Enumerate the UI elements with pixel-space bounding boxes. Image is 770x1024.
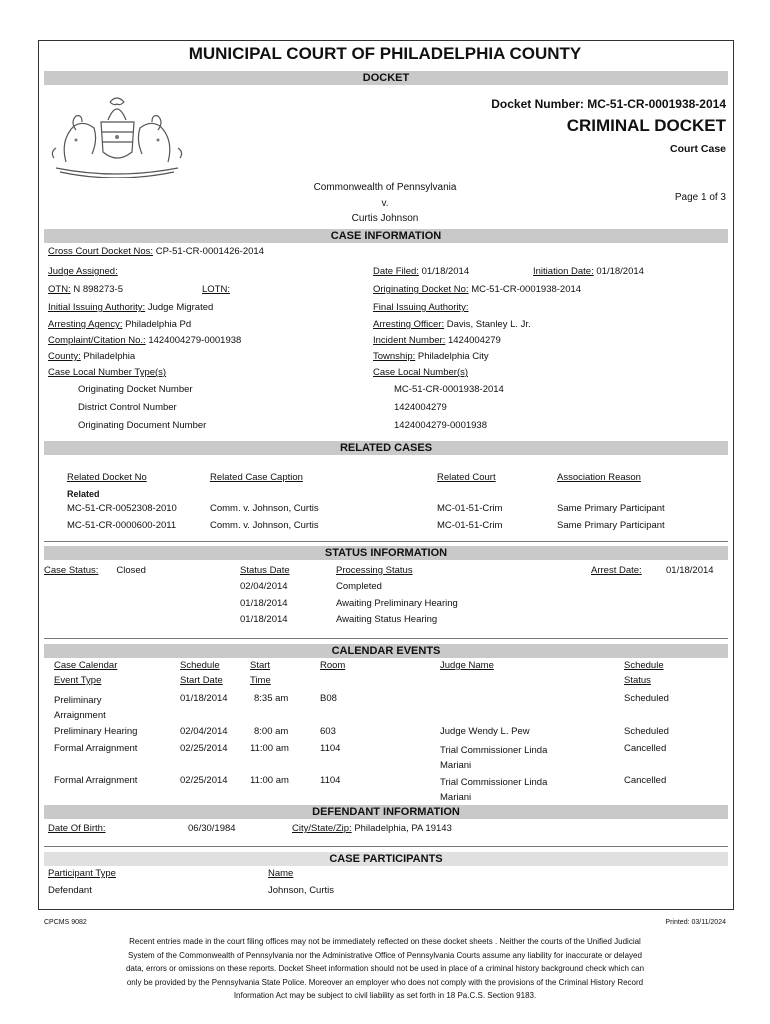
county-value: Philadelphia [83,351,136,362]
event-status: Cancelled [624,775,667,786]
event-status: Cancelled [624,743,667,754]
lotn-label: LOTN: [202,284,230,295]
dob-label: Date Of Birth: [48,823,106,834]
docket-number: Docket Number: MC-51-CR-0001938-2014 [491,97,726,111]
arresting-agency-value: Philadelphia Pd [125,319,192,330]
status-info-bar: STATUS INFORMATION [44,546,728,560]
participant-name-header: Name [268,868,294,879]
otn-label: OTN: [48,284,71,295]
event-room: 1104 [320,775,341,786]
event-room: 603 [320,726,336,737]
start-date-header: Start Date [180,675,223,686]
event-judge: Mariani [440,792,472,803]
divider [44,638,728,639]
incident-number-label: Incident Number: [373,335,446,346]
schedule-status-header: Schedule [624,660,664,671]
docket-type: CRIMINAL DOCKET [566,116,726,135]
defendant-info-bar: DEFENDANT INFORMATION [44,805,728,819]
association-reason: Same Primary Participant [557,503,665,514]
arrest-date-value: 01/18/2014 [666,565,714,576]
event-status: Scheduled [624,726,669,737]
schedule-status-header: Status [624,675,651,686]
event-judge: Trial Commissioner Linda [440,777,548,788]
event-type: Preliminary [54,695,102,706]
local-number: MC-51-CR-0001938-2014 [394,384,504,395]
related-docket: MC-51-CR-0000600-2011 [67,520,177,531]
event-time: 11:00 am [250,743,289,754]
divider [44,541,728,542]
event-date: 01/18/2014 [180,693,228,704]
local-number-type-header: Case Local Number Type(s) [48,367,167,378]
event-room: B08 [320,693,337,704]
caption-versus: v. [381,198,389,209]
start-date-header: Schedule [180,660,220,671]
status-date: 01/18/2014 [240,598,288,609]
event-time: 8:00 am [254,726,289,737]
initiation-date-label: Initiation Date: [533,266,594,277]
city-state-zip-label: City/State/Zip: [292,823,352,834]
otn-value: N 898273-5 [73,284,123,295]
event-type-header: Case Calendar [54,660,118,671]
local-number-header: Case Local Number(s) [373,367,469,378]
dob-value: 06/30/1984 [188,823,236,834]
event-type: Formal Arraignment [54,743,138,754]
event-date: 02/04/2014 [180,726,228,737]
processing-status: Awaiting Status Hearing [336,614,438,625]
judge-name-header: Judge Name [440,660,494,671]
processing-status: Completed [336,581,382,592]
related-cases-bar: RELATED CASES [44,441,728,455]
event-date: 02/25/2014 [180,743,228,754]
case-status-value: Closed [116,565,146,576]
printed-date: Printed: 03/11/2024 [665,919,726,926]
processing-status: Awaiting Preliminary Hearing [336,598,458,609]
disclaimer-line: System of the Commonwealth of Pennsylvania nor the Administrative Office of Pennsylvania Courts assume any liability for inaccurate or delayed [128,950,642,960]
city-state-zip-value: Philadelphia, PA 19143 [354,823,452,834]
complaint-label: Complaint/Citation No.: [48,335,146,346]
event-judge: Mariani [440,760,472,771]
related-caption: Comm. v. Johnson, Curtis [210,520,319,531]
cross-court-value: CP-51-CR-0001426-2014 [155,246,264,257]
docket-bar: DOCKET [44,71,728,85]
event-time: 11:00 am [250,775,289,786]
date-filed-value: 01/18/2014 [421,266,470,277]
disclaimer-line: only be provided by the Pennsylvania State Police. Moreover an employer who does not comply with the provisions of the Criminal History Record [126,977,644,987]
date-filed-label: Date Filed: [373,266,419,277]
event-type: Formal Arraignment [54,775,138,786]
page-number: Page 1 of 3 [674,192,726,203]
case-status-label: Case Status: [44,565,99,576]
room-header: Room [320,660,346,671]
local-number-type: Originating Document Number [78,420,207,431]
event-judge: Judge Wendy L. Pew [440,726,530,737]
related-caption: Comm. v. Johnson, Curtis [210,503,319,514]
participant-type: Defendant [48,885,92,896]
event-type-header: Event Type [54,675,102,686]
pennsylvania-seal [46,92,188,178]
participant-name: Johnson, Curtis [268,885,335,896]
incident-number-value: 1424004279 [447,335,501,346]
arresting-agency-label: Arresting Agency: [48,319,123,330]
disclaimer-line: Recent entries made in the court filing offices may not be immediately reflected on these docket sheets . Neither the courts of the Unified Judicial [129,937,641,946]
association-reason: Same Primary Participant [557,520,665,531]
complaint-value: 1424004279-0001938 [148,335,242,346]
disclaimer-line: Information Act may be subject to civil liability as set forth in 18 Pa.C.S. Section 9183. [233,991,537,1000]
cross-court-label: Cross Court Docket Nos: [48,246,154,257]
association-reason-header: Association Reason [557,472,641,483]
disclaimer [60,935,710,1003]
event-type: Preliminary Hearing [54,726,138,737]
county-label: County: [48,351,81,362]
start-time-header: Start [250,660,271,671]
start-time-header: Time [250,675,271,686]
initiation-date-value: 01/18/2014 [596,266,644,277]
case-kind: Court Case [669,143,726,155]
calendar-events-bar: CALENDAR EVENTS [44,644,728,658]
related-court: MC-01-51-Crim [437,520,503,531]
local-number: 1424004279 [394,402,447,413]
related-court-header: Related Court [437,472,496,483]
arresting-officer-label: Arresting Officer: [373,319,445,330]
related-caption-header: Related Case Caption [210,472,303,483]
form-number: CPCMS 9082 [44,919,87,926]
status-date-header: Status Date [240,565,290,576]
processing-status-header: Processing Status [336,565,413,576]
event-date: 02/25/2014 [180,775,228,786]
disclaimer-line: data, errors or omissions on these reports. Docket Sheet information should not be used in place of a criminal history background check which can [125,964,645,973]
status-date: 01/18/2014 [240,614,288,625]
caption-plaintiff: Commonwealth of Pennsylvania [313,182,457,193]
court-title: MUNICIPAL COURT OF PHILADELPHIA COUNTY [188,44,582,63]
case-participants-bar: CASE PARTICIPANTS [44,852,728,866]
local-number-type: Originating Docket Number [78,384,193,395]
event-room: 1104 [320,743,341,754]
status-date: 02/04/2014 [240,581,288,592]
final-issuing-label: Final Issuing Authority: [373,302,469,313]
related-docket: MC-51-CR-0052308-2010 [67,503,177,514]
local-number-type: District Control Number [78,402,177,413]
arresting-officer-value: Davis, Stanley L. Jr. [446,319,531,330]
related-group-label: Related [67,489,100,499]
case-info-bar: CASE INFORMATION [44,229,728,243]
initial-issuing-label: Initial Issuing Authority: [48,302,146,313]
arrest-date-label: Arrest Date: [591,565,642,576]
related-docket-header: Related Docket No [67,472,147,483]
originating-docket-label: Originating Docket No: [373,284,469,295]
related-court: MC-01-51-Crim [437,503,503,514]
caption-defendant: Curtis Johnson [351,213,419,224]
local-number: 1424004279-0001938 [394,420,487,431]
initial-issuing-value: Judge Migrated [147,302,214,313]
judge-assigned-label: Judge Assigned: [48,266,118,277]
township-value: Philadelphia City [417,351,489,362]
event-time: 8:35 am [254,693,289,704]
originating-docket-value: MC-51-CR-0001938-2014 [471,284,582,295]
event-judge: Trial Commissioner Linda [440,745,548,756]
township-label: Township: [373,351,416,362]
event-type: Arraignment [54,710,106,721]
participant-type-header: Participant Type [48,868,116,879]
event-status: Scheduled [624,693,669,704]
divider [44,846,728,847]
